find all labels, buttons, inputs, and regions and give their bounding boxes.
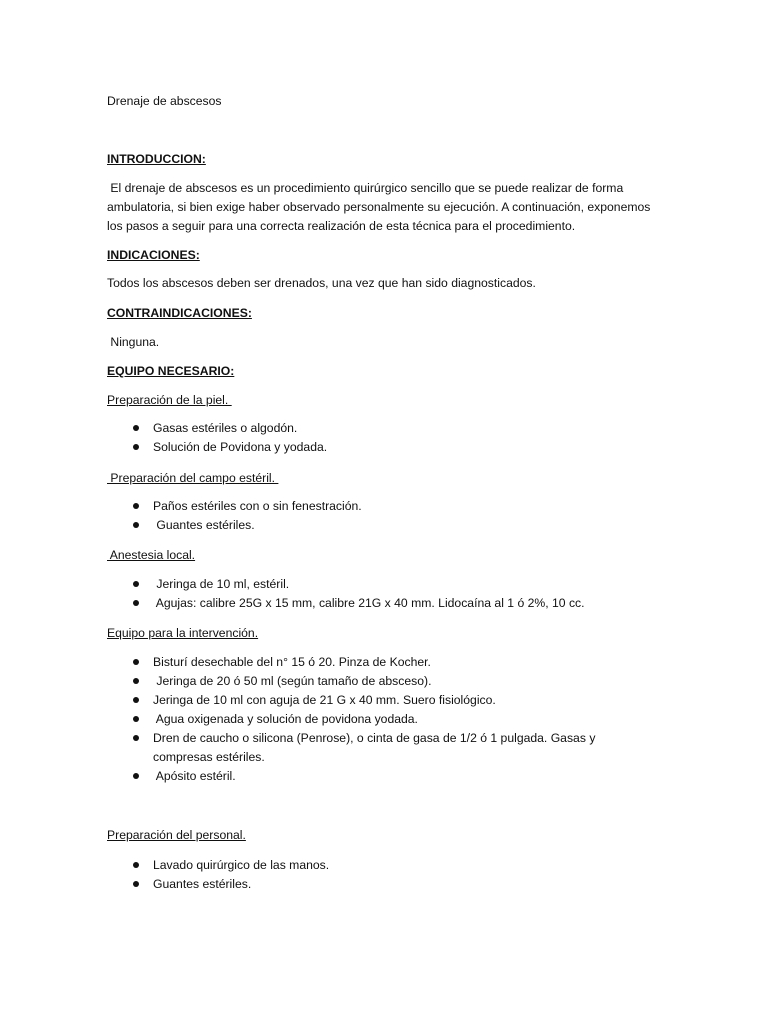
list-item: Bisturí desechable del n° 15 ó 20. Pinza de Kocher. [107,653,638,672]
list-item: Dren de caucho o silicona (Penrose), o cinta de gasa de 1/2 ó 1 pulgada. Gasas y compresas estériles. [107,729,638,767]
document-title: Drenaje de abscesos [107,94,222,108]
subheading-equipo-intervencion: Equipo para la intervención. [107,626,259,640]
subheading-campo-esteril: Preparación del campo estéril. [107,471,279,485]
bullet-icon [133,862,139,868]
heading-introduccion: INTRODUCCION: [107,152,206,166]
list-item: Lavado quirúrgico de las manos. [107,856,668,875]
heading-equipo-necesario: EQUIPO NECESARIO: [107,364,235,378]
list-preparacion-personal [107,856,668,894]
list-item: Gasas estériles o algodón. [107,419,668,438]
list-equipo-intervencion [107,653,638,786]
subheading-preparacion-piel: Preparación de la piel. [107,393,232,407]
bullet-icon [133,678,139,684]
list-item: Paños estériles con o sin fenestración. [107,497,668,516]
list-item: Guantes estériles. [107,875,668,894]
list-item: Jeringa de 10 ml, estéril. [107,575,668,594]
bullet-icon [133,735,139,741]
bullet-icon [133,522,139,528]
paragraph-contraindicaciones: Ninguna. [107,335,160,349]
subheading-preparacion-personal: Preparación del personal. [107,828,246,842]
list-item: Guantes estériles. [107,516,668,535]
list-item: Jeringa de 20 ó 50 ml (según tamaño de absceso). [107,672,638,691]
bullet-icon [133,716,139,722]
bullet-icon [133,444,139,450]
list-item: Apósito estéril. [107,767,638,786]
list-campo-esteril [107,497,668,535]
bullet-icon [133,773,139,779]
paragraph-introduccion: El drenaje de abscesos es un procedimiento quirúrgico sencillo que se puede realizar de forma ambulatoria, si bien exige haber observado personalmente su ejecución. A continuación, exponemos los pasos a seguir para una correcta realización de esta técnica para el procedimiento. [107,181,654,233]
heading-indicaciones: INDICACIONES: [107,248,200,262]
paragraph-indicaciones: Todos los abscesos deben ser drenados, una vez que han sido diagnosticados. [107,276,536,290]
list-item: Solución de Povidona y yodada. [107,438,668,457]
bullet-icon [133,503,139,509]
bullet-icon [133,697,139,703]
list-anestesia-local [107,575,668,613]
list-item: Agujas: calibre 25G x 15 mm, calibre 21G x 40 mm. Lidocaína al 1 ó 2%, 10 cc. [107,594,668,613]
bullet-icon [133,425,139,431]
list-item: Jeringa de 10 ml con aguja de 21 G x 40 mm. Suero fisiológico. [107,691,638,710]
bullet-icon [133,659,139,665]
bullet-icon [133,881,139,887]
bullet-icon [133,581,139,587]
list-preparacion-piel [107,419,668,457]
heading-contraindicaciones: CONTRAINDICACIONES: [107,306,252,320]
subheading-anestesia-local: Anestesia local. [107,548,196,562]
bullet-icon [133,600,139,606]
list-item: Agua oxigenada y solución de povidona yodada. [107,710,638,729]
